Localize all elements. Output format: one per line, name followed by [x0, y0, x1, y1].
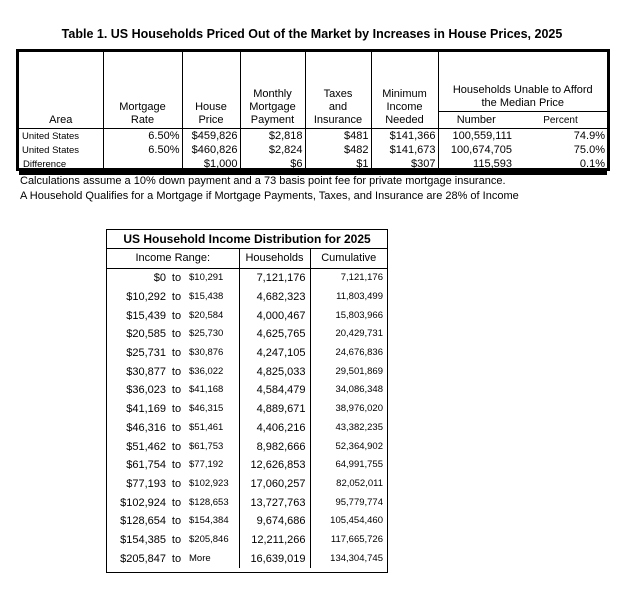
to-cell: to — [171, 459, 182, 472]
income-low-cell: $51,462 — [126, 440, 166, 453]
income-cell: $141,673 — [371, 143, 438, 157]
income-high-cell: $36,022 — [189, 365, 224, 377]
cumulative-cell: 20,429,731 — [310, 325, 387, 344]
cumulative-cell: 105,454,460 — [310, 512, 387, 531]
income-high-cell: More — [189, 552, 211, 564]
cumulative-cell: 52,364,902 — [310, 437, 387, 456]
cumulative-cell: 7,121,176 — [310, 269, 387, 288]
income-high-cell: $205,846 — [189, 533, 229, 545]
income-rows — [107, 269, 387, 569]
to-cell: to — [171, 552, 182, 565]
income-low-cell: $30,877 — [126, 365, 166, 378]
income-cell: $141,366 — [371, 129, 438, 144]
income-row — [107, 381, 387, 400]
cumulative-cell: 38,976,020 — [310, 400, 387, 419]
taxes-cell: $482 — [305, 143, 371, 157]
households-cell: 4,682,323 — [239, 288, 310, 307]
to-cell: to — [171, 365, 182, 378]
income-low-cell: $102,924 — [120, 496, 166, 509]
households-cell: 13,727,763 — [239, 493, 310, 512]
header-min-income: Minimum Income Needed — [371, 52, 438, 129]
header-households-unable: Households Unable to Afford the Median Price — [438, 52, 607, 112]
to-cell: to — [171, 347, 182, 360]
income-low-cell: $205,847 — [120, 552, 166, 565]
income-high-cell: $30,876 — [189, 347, 224, 359]
area-cell: United States — [22, 144, 80, 156]
to-cell: to — [171, 421, 182, 434]
income-low-cell: $36,023 — [126, 384, 166, 397]
number-cell: 115,593 — [438, 157, 514, 173]
income-high-cell: $77,192 — [189, 459, 224, 471]
households-cell: 4,000,467 — [239, 306, 310, 325]
note-qualification: A Household Qualifies for a Mortgage if Mortgage Payments, Taxes, and Insurance are 28% of Income — [20, 190, 519, 202]
payment-cell: $6 — [240, 157, 305, 173]
to-cell: to — [171, 533, 182, 546]
number-cell: 100,674,705 — [438, 143, 514, 157]
cumulative-cell: 95,779,774 — [310, 493, 387, 512]
affordability-table — [16, 49, 610, 171]
table1-row — [19, 129, 607, 144]
to-cell: to — [171, 440, 182, 453]
income-high-cell: $102,923 — [189, 477, 229, 489]
income-high-cell: $25,730 — [189, 328, 224, 340]
to-cell: to — [171, 272, 182, 285]
taxes-cell: $481 — [305, 129, 371, 144]
header-households: Households — [239, 249, 310, 269]
cumulative-cell: 29,501,869 — [310, 362, 387, 381]
income-row — [107, 325, 387, 344]
percent-cell: 0.1% — [514, 157, 607, 173]
income-row — [107, 549, 387, 568]
income-high-cell: $41,168 — [189, 384, 224, 396]
header-monthly-payment: Monthly Mortgage Payment — [240, 52, 305, 129]
income-low-cell: $154,385 — [120, 533, 166, 546]
income-high-cell: $154,384 — [189, 515, 229, 527]
income-row — [107, 269, 387, 288]
income-row — [107, 344, 387, 363]
header-mortgage-rate: Mortgage Rate — [103, 52, 182, 129]
price-cell: $1,000 — [182, 157, 240, 173]
income-low-cell: $46,316 — [126, 421, 166, 434]
income-row — [107, 512, 387, 531]
income-row — [107, 400, 387, 419]
income-row — [107, 493, 387, 512]
households-cell: 7,121,176 — [239, 269, 310, 288]
cumulative-cell: 117,665,726 — [310, 531, 387, 550]
rate-cell: 6.50% — [103, 129, 182, 144]
households-cell: 12,211,266 — [239, 531, 310, 550]
households-cell: 4,825,033 — [239, 362, 310, 381]
households-cell: 4,889,671 — [239, 400, 310, 419]
households-cell: 4,584,479 — [239, 381, 310, 400]
cumulative-cell: 82,052,011 — [310, 475, 387, 494]
income-low-cell: $20,585 — [126, 328, 166, 341]
cumulative-cell: 134,304,745 — [310, 549, 387, 568]
to-cell: to — [171, 515, 182, 528]
income-high-cell: $61,753 — [189, 440, 224, 452]
table1-title: Table 1. US Households Priced Out of the Market by Increases in House Prices, 2025 — [61, 27, 563, 41]
to-cell: to — [171, 309, 182, 322]
income-row — [107, 362, 387, 381]
income-row — [107, 475, 387, 494]
header-number: Number — [438, 112, 514, 129]
income-high-cell: $46,315 — [189, 403, 224, 415]
income-low-cell: $128,654 — [120, 515, 166, 528]
price-cell: $459,826 — [182, 129, 240, 144]
cumulative-cell: 15,803,966 — [310, 306, 387, 325]
table1-row — [19, 143, 607, 157]
header-house-price: House Price — [182, 52, 240, 129]
income-row — [107, 288, 387, 307]
income-low-cell: $0 — [153, 272, 166, 285]
header-area: Area — [19, 52, 103, 129]
taxes-cell: $1 — [305, 157, 371, 173]
rate-cell: 6.50% — [103, 143, 182, 157]
income-low-cell: $61,754 — [126, 459, 166, 472]
table2-title: US Household Income Distribution for 2025 — [107, 230, 387, 249]
to-cell: to — [171, 403, 182, 416]
to-cell: to — [171, 291, 182, 304]
header-taxes-insurance: Taxes and Insurance — [305, 52, 371, 129]
income-distribution-table — [106, 229, 388, 573]
to-cell: to — [171, 328, 182, 341]
income-high-cell: $10,291 — [189, 272, 224, 284]
income-high-cell: $128,653 — [189, 496, 229, 508]
table1-row — [19, 157, 607, 173]
cumulative-cell: 34,086,348 — [310, 381, 387, 400]
income-row — [107, 306, 387, 325]
cumulative-cell: 43,382,235 — [310, 419, 387, 438]
number-cell: 100,559,111 — [438, 129, 514, 144]
area-cell: United States — [22, 130, 80, 142]
header-income-range: Income Range: — [107, 249, 239, 269]
area-cell: Difference — [19, 157, 103, 173]
income-low-cell: $15,439 — [126, 309, 166, 322]
households-cell: 4,625,765 — [239, 325, 310, 344]
header-cumulative: Cumulative — [310, 249, 387, 269]
payment-cell: $2,818 — [240, 129, 305, 144]
income-row — [107, 419, 387, 438]
rate-cell — [103, 157, 182, 173]
income-high-cell: $20,584 — [189, 309, 224, 321]
income-low-cell: $10,292 — [126, 291, 166, 304]
households-cell: 16,639,019 — [239, 549, 310, 568]
households-cell: 9,674,686 — [239, 512, 310, 531]
households-cell: 4,247,105 — [239, 344, 310, 363]
percent-cell: 75.0% — [573, 143, 605, 156]
income-row — [107, 456, 387, 475]
income-low-cell: $77,193 — [126, 477, 166, 490]
income-high-cell: $15,438 — [189, 291, 224, 303]
price-cell: $460,826 — [182, 143, 240, 157]
note-down-payment: Calculations assume a 10% down payment and a 73 basis point fee for private mortgage insurance. — [20, 175, 506, 187]
income-cell: $307 — [371, 157, 438, 173]
households-cell: 8,982,666 — [239, 437, 310, 456]
income-row — [107, 531, 387, 550]
to-cell: to — [171, 477, 182, 490]
to-cell: to — [171, 384, 182, 397]
cumulative-cell: 11,803,499 — [310, 288, 387, 307]
households-cell: 17,060,257 — [239, 475, 310, 494]
to-cell: to — [171, 496, 182, 509]
income-high-cell: $51,461 — [189, 421, 224, 433]
income-row — [107, 437, 387, 456]
header-percent: Percent — [514, 112, 607, 129]
cumulative-cell: 24,676,836 — [310, 344, 387, 363]
percent-cell: 74.9% — [573, 129, 605, 142]
cumulative-cell: 64,991,755 — [310, 456, 387, 475]
income-low-cell: $25,731 — [126, 347, 166, 360]
households-cell: 4,406,216 — [239, 419, 310, 438]
income-low-cell: $41,169 — [126, 403, 166, 416]
households-cell: 12,626,853 — [239, 456, 310, 475]
payment-cell: $2,824 — [240, 143, 305, 157]
